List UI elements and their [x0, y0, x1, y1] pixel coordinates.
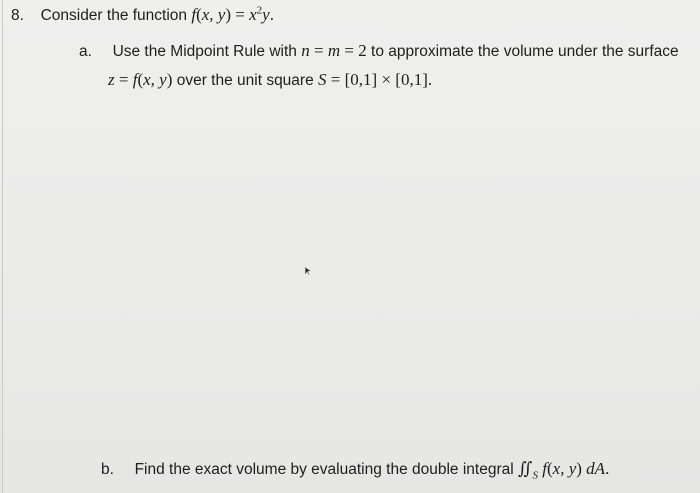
unit-square-definition: S = [0,1] × [0,1]. — [318, 70, 433, 89]
arrow-cursor-icon — [304, 266, 312, 276]
problem-8-heading — [11, 5, 274, 26]
surface-equation: z = f(x, y) — [108, 70, 173, 89]
part-a-text-before: Use the Midpoint Rule with — [112, 43, 297, 60]
problem-intro-text: Consider the function — [40, 7, 188, 24]
problem-number: 8. — [11, 7, 24, 24]
double-integral-expression: $∬_S$ f(x, y) dA. — [518, 459, 610, 482]
part-a-line-2 — [108, 70, 432, 91]
part-b-text: Find the exact volume by evaluating the double integral — [134, 461, 514, 478]
page-left-border — [2, 0, 3, 493]
midpoint-parameters: n = m = 2 — [301, 41, 367, 60]
part-a-line-2-text: over the unit square — [176, 72, 314, 89]
part-b-label: b. — [101, 461, 114, 478]
part-a-label: a. — [79, 43, 92, 60]
part-a-line-1 — [79, 41, 679, 62]
part-b-line — [101, 459, 609, 480]
function-definition: f(x, $y) = x^2y$. — [191, 4, 274, 24]
part-a-text-after: to approximate the volume under the surface — [371, 43, 679, 60]
